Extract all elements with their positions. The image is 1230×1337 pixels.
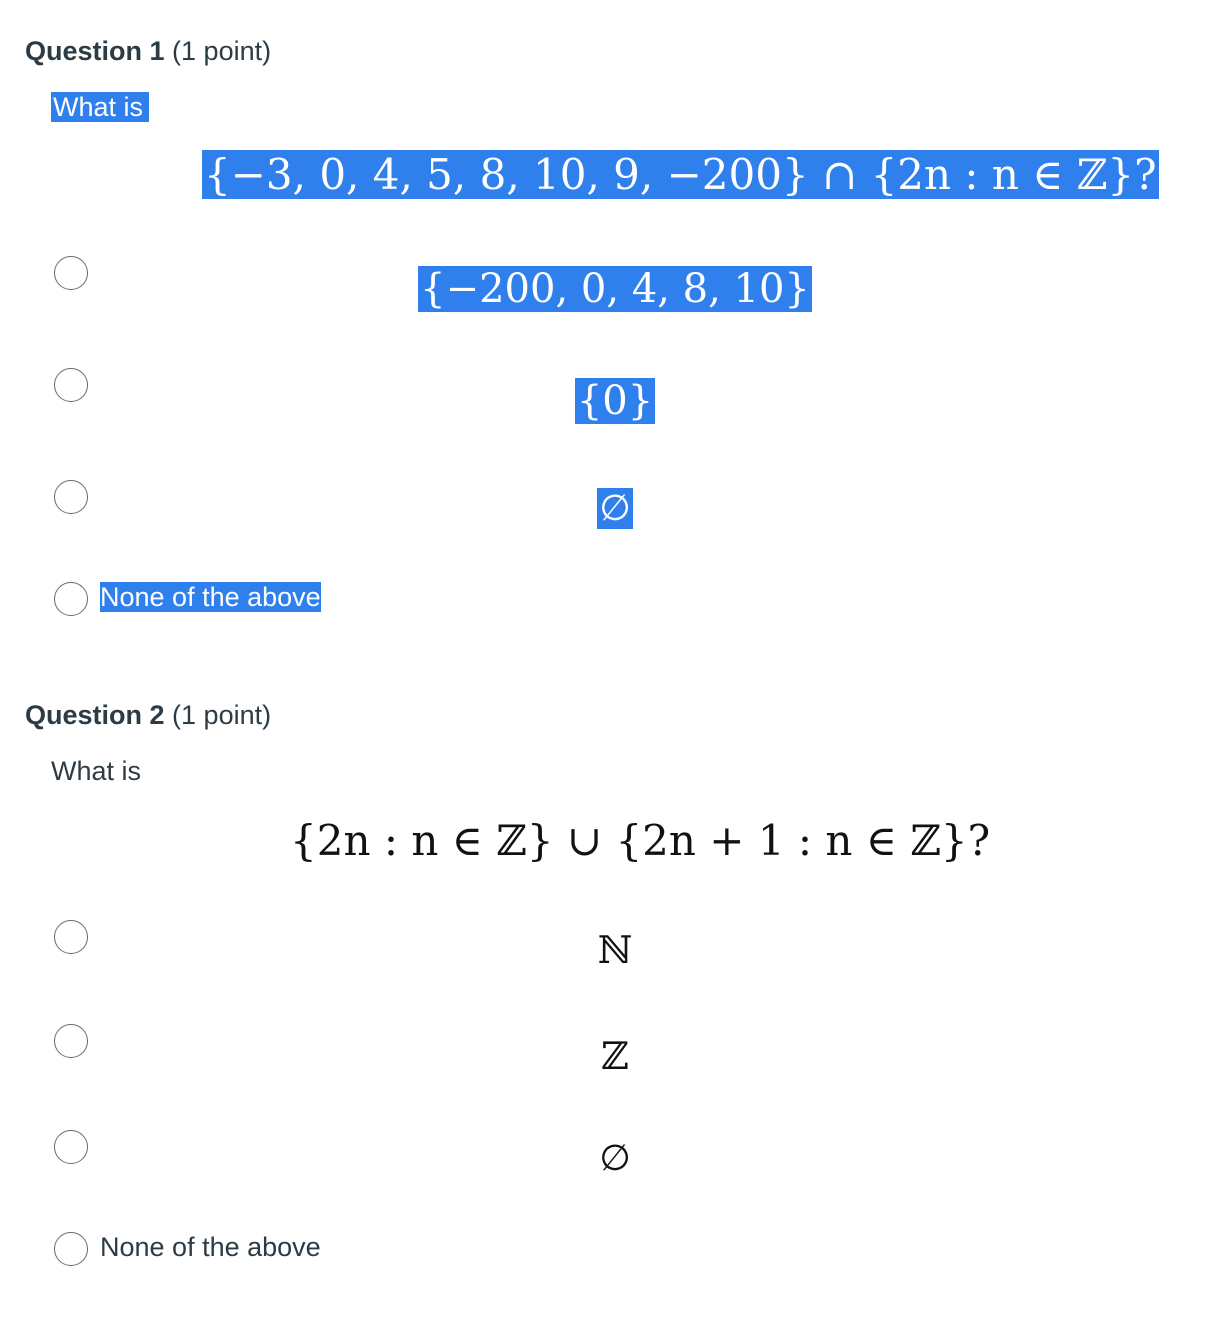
q1-option-1-label	[0, 266, 1230, 312]
q2-option-4-text: None of the above	[100, 1232, 321, 1262]
q1-option-3-text: ∅	[599, 488, 631, 529]
question-1-expression-text: {−3, 0, 4, 5, 8, 10, 9, −200} ∩ {2n : n ∈ ℤ}?	[204, 150, 1157, 199]
question-1-prompt	[51, 92, 149, 123]
question-1-header	[25, 36, 271, 67]
q1-option-4-label	[100, 582, 321, 613]
q2-option-1-text: ℕ	[597, 928, 633, 972]
q2-option-3-label	[0, 1138, 1230, 1179]
question-2-prompt	[51, 756, 141, 787]
q2-option-2-label	[0, 1034, 1230, 1078]
question-2-expression	[290, 816, 990, 865]
question-1-points: (1 point)	[172, 36, 272, 66]
question-2-title: Question 2	[25, 700, 165, 730]
q2-option-3-text: ∅	[599, 1138, 631, 1179]
question-2-points: (1 point)	[172, 700, 272, 730]
q2-option-2-text: ℤ	[601, 1034, 629, 1078]
q2-option-4-label	[100, 1232, 321, 1263]
question-1-expression	[202, 150, 1159, 199]
q2-option-1-label	[0, 928, 1230, 972]
question-1-prompt-text: What is	[51, 92, 149, 122]
question-1-title: Question 1	[25, 36, 165, 66]
question-2-prompt-text: What is	[51, 756, 142, 786]
q1-option-1-text: {−200, 0, 4, 8, 10}	[420, 266, 810, 312]
question-2-expression-text: {2n : n ∈ ℤ} ∪ {2n + 1 : n ∈ ℤ}?	[290, 816, 991, 865]
q1-option-4-text: None of the above	[100, 582, 321, 612]
q2-option-4-radio[interactable]	[54, 1232, 88, 1266]
question-2-header	[25, 700, 271, 731]
q1-option-2-label	[0, 378, 1230, 424]
q1-option-3-label	[0, 488, 1230, 529]
q1-option-2-text: {0}	[576, 378, 654, 424]
q1-option-4-radio[interactable]	[54, 582, 88, 616]
